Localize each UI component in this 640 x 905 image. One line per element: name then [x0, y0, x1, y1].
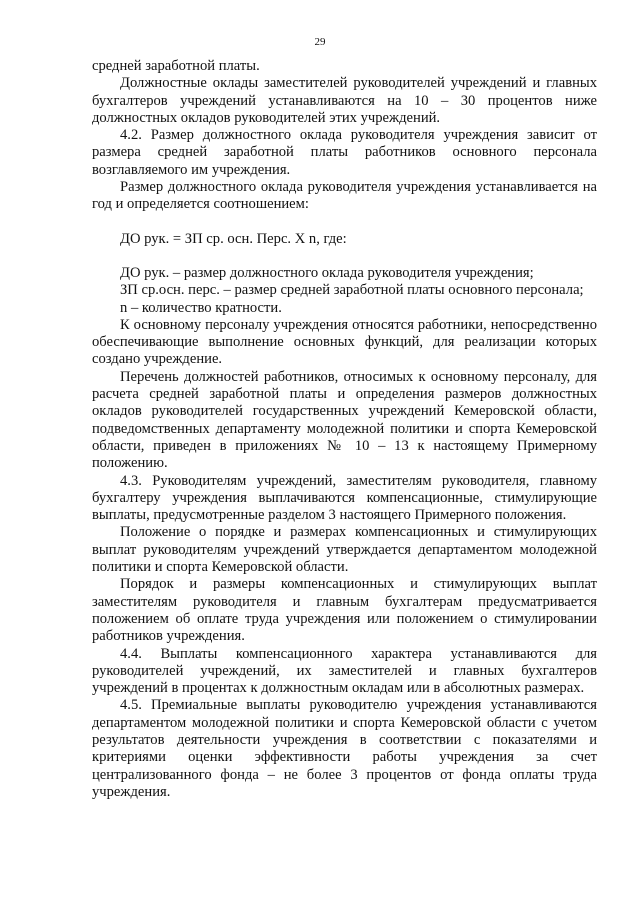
paragraph: К основному персоналу учреждения относятся работники, непосредственно обеспечивающие выполнение основных функций, для реализации которых создано учреждение.: [92, 316, 597, 368]
paragraph: Перечень должностей работников, относимых к основному персоналу, для расчета средней заработной платы и определения размеров должностных окладов руководителей государственных учреждений Кемеровской области, подведомственных департаменту молодежной политики и спорта Кемеровской области, приведен в приложениях № 10 – 13 к настоящему Примерному положению.: [92, 368, 597, 472]
paragraph: 4.2. Размер должностного оклада руководителя учреждения зависит от размера средней заработной платы работников основного персонала возглавляемого им учреждения.: [92, 127, 597, 178]
formula-definition: ДО рук. – размер должностного оклада руководителя учреждения;: [120, 264, 534, 281]
formula: ДО рук. = ЗП ср. осн. Перс. Х n, где:: [120, 230, 347, 247]
formula-definition: n – количество кратности.: [120, 299, 282, 316]
paragraph: Должностные оклады заместителей руководителей учреждений и главных бухгалтеров учреждений устанавливаются на 10 – 30 процентов ниже должностных окладов руководителей этих учреждений.: [92, 75, 597, 126]
paragraph: Размер должностного оклада руководителя учреждения устанавливается на год и определяется соотношением:: [92, 179, 597, 213]
document-body: [92, 58, 597, 801]
paragraph: средней заработной платы.: [92, 58, 260, 74]
paragraph: 4.4. Выплаты компенсационного характера устанавливаются для руководителей учреждений, их заместителей и главных бухгалтеров учреждений в процентах к должностным окладам или в абсолютных размерах.: [92, 645, 597, 697]
paragraph: 4.3. Руководителям учреждений, заместителям руководителя, главному бухгалтеру учреждения выплачиваются компенсационные, стимулирующие выплаты, предусмотренные разделом 3 настоящего Примерного положения.: [92, 472, 597, 524]
formula-definition: ЗП ср.осн. перс. – размер средней заработной платы основного персонала;: [120, 282, 584, 299]
page-number: 29: [314, 36, 326, 48]
paragraph: Положение о порядке и размерах компенсационных и стимулирующих выплат руководителям учреждений утверждается департаментом молодежной политики и спорта Кемеровской области.: [92, 524, 597, 576]
paragraph: 4.5. Премиальные выплаты руководителю учреждения устанавливаются департаментом молодежной политики и спорта Кемеровской области с учетом результатов деятельности учреждения в соответствии с показателями и критериями оценки эффективности работы учреждения за счет централизованного фонда – не более 3 процентов от фонда оплаты труда учреждения.: [92, 697, 597, 800]
paragraph: Порядок и размеры компенсационных и стимулирующих выплат заместителям руководителя и главным бухгалтерам предусматривается положением об оплате труда учреждения или положением о стимулировании работников учреждения.: [92, 576, 597, 645]
